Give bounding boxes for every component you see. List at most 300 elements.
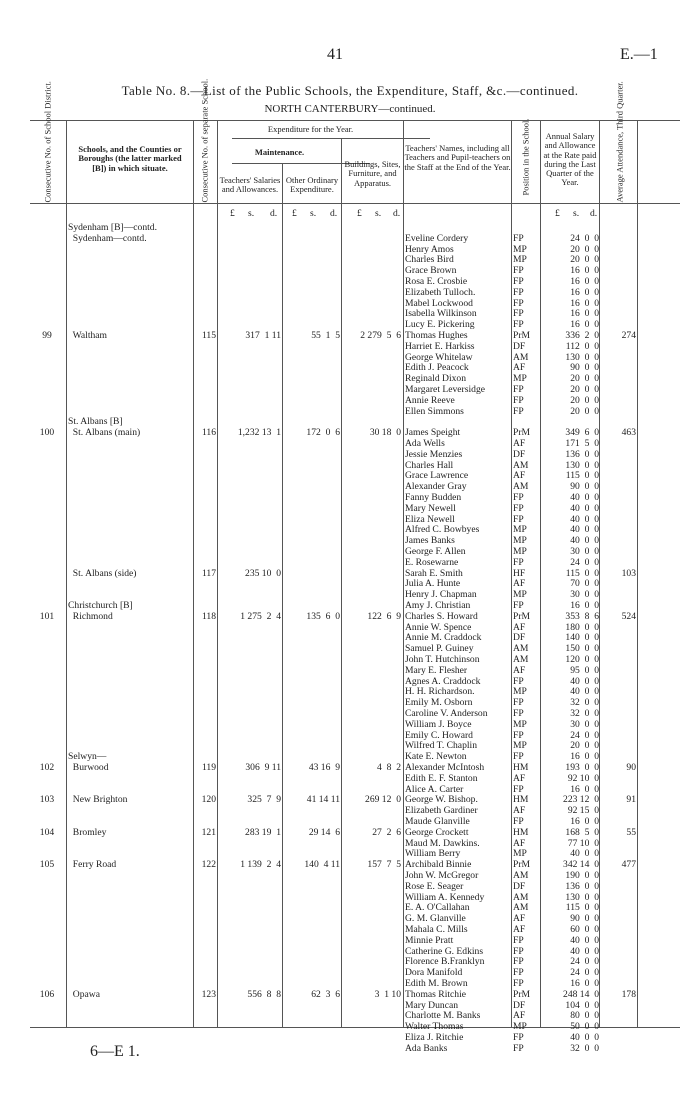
teachers-salaries-amount: 283 19 1 [245,826,281,838]
teacher-name: Eveline Cordery [405,232,469,244]
annual-salary: 16 0 0 [570,265,599,277]
school-number: 117 [201,567,216,579]
school-number: 118 [201,610,216,622]
annual-salary: 140 0 0 [565,632,599,644]
teacher-position: FP [513,319,524,331]
header-teachers-names: Teachers' Names, including all Teachers and Pupil-teachers on the Staff at the End of the Year. [404,143,511,172]
pound-label: £ [555,208,560,219]
table-row [30,612,680,623]
annual-salary: 40 0 0 [570,535,599,547]
teacher-name: Samuel P. Guiney [405,643,474,655]
table-row [30,342,680,353]
teacher-name: Kate E. Newton [405,751,467,763]
teacher-name: Alfred C. Bowbyes [405,524,480,536]
teacher-name: Elizabeth Tulloch. [405,286,476,298]
school-number: 122 [201,859,216,871]
district-number: 104 [39,826,55,838]
teacher-name: Agnes A. Craddock [405,675,481,687]
teacher-position: MP [513,718,527,730]
annual-salary: 342 14 0 [563,859,599,871]
teachers-salaries-amount: 235 10 0 [245,567,281,579]
shilling-label: s. [375,208,382,219]
buildings-amount: 157 7 5 [367,859,401,871]
annual-salary: 20 0 0 [570,740,599,752]
school-name: St. Albans [B] [68,416,123,428]
teacher-name: William J. Boyce [405,718,472,730]
teachers-salaries-amount: 325 7 9 [247,794,281,806]
annual-salary: 16 0 0 [570,751,599,763]
teacher-position: AF [513,578,526,590]
teacher-position: FP [513,1042,524,1054]
teacher-position: AM [513,870,529,881]
header-buildings: Buildings, Sites, Furniture, and Apparatus. [344,159,401,188]
pound-label: £ [292,208,297,219]
school-number: 119 [201,762,216,773]
table-row [30,450,680,461]
annual-salary: 248 14 0 [563,988,599,1000]
table-row [30,234,680,245]
annual-salary: 112 0 0 [565,340,599,352]
buildings-amount: 30 18 0 [369,427,401,439]
annual-salary: 349 6 0 [565,427,599,439]
teacher-position: FP [513,297,524,309]
school-number: 121 [201,826,216,838]
teacher-name: Mabel Lockwood [405,297,473,309]
teacher-name: Thomas Ritchie [405,988,467,1000]
teacher-name: Mary E. Flesher [405,664,468,676]
teacher-name: Grace Lawrence [405,470,469,482]
annual-salary: 20 0 0 [570,394,599,406]
teacher-name: Rosa E. Crosbie [405,276,468,287]
table-row [30,288,680,299]
teacher-name: Minnie Pratt [405,934,454,946]
teacher-name: Ada Wells [405,438,445,449]
annual-salary: 92 10 0 [567,772,599,784]
annual-salary: 16 0 0 [570,600,599,611]
header-position: Position in the School. [520,118,531,196]
average-attendance: 55 [626,826,636,838]
teacher-position: AF [513,621,526,633]
annual-salary: 40 0 0 [570,675,599,687]
annual-salary: 104 0 0 [565,999,599,1011]
teacher-name: William A. Kennedy [405,891,485,903]
annual-salary: 190 0 0 [565,870,599,881]
annual-salary: 24 0 0 [570,232,599,244]
teacher-position: FP [513,600,524,611]
annual-salary: 20 0 0 [570,243,599,255]
annual-salary: 336 2 0 [565,330,599,341]
header-maintenance: Maintenance. [254,147,305,157]
teacher-name: Isabella Wilkinson [405,308,477,320]
teacher-name: Edith E. F. Stanton [405,772,478,784]
table-row [30,774,680,785]
teacher-position: MP [513,589,527,601]
teacher-position: FP [513,286,524,298]
annual-salary: 115 0 0 [565,470,599,482]
annual-salary: 150 0 0 [565,643,599,655]
table-row [30,407,680,418]
buildings-amount: 27 2 6 [372,826,401,838]
school-name: Waltham [68,330,108,341]
annual-salary: 20 0 0 [570,254,599,266]
annual-salary: 60 0 0 [570,924,599,935]
school-number: 116 [201,427,216,439]
pound-label: £ [357,208,362,219]
other-expenditure-amount: 62 3 6 [311,988,340,1000]
annual-salary: 40 0 0 [570,945,599,957]
teacher-position: FP [513,265,524,277]
teacher-name: Ellen Simmons [405,405,464,417]
annual-salary: 20 0 0 [570,373,599,385]
other-expenditure-amount: 55 1 5 [311,330,340,341]
annual-salary: 80 0 0 [570,1010,599,1022]
teacher-name: Ada Banks [405,1042,448,1054]
annual-salary: 50 0 0 [570,1021,599,1033]
teacher-position: FP [513,513,524,525]
district-number: 103 [39,794,55,806]
teacher-position: FP [513,502,524,514]
annual-salary: 16 0 0 [570,286,599,298]
teacher-name: George Whitelaw [405,351,473,363]
table-row [30,396,680,407]
school-name: Selwyn— [68,751,107,763]
annual-salary: 115 0 0 [565,567,599,579]
annual-salary: 16 0 0 [570,319,599,331]
teacher-name: Caroline V. Anderson [405,708,488,719]
teacher-name: Elizabeth Gardiner [405,805,478,817]
table-row [30,558,680,569]
annual-salary: 40 0 0 [570,492,599,503]
teacher-name: Florence B.Franklyn [405,956,485,968]
teacher-position: HF [513,567,526,579]
annual-salary: 120 0 0 [565,654,599,665]
teacher-position: FP [513,945,524,957]
annual-salary: 223 12 0 [563,794,599,806]
teachers-salaries-amount: 1 275 2 4 [240,610,281,622]
teacher-name: Walter Thomas [405,1021,464,1033]
teacher-name: Catherine G. Edkins [405,945,484,957]
header-consec-district: Consecutive No. of School District. [42,81,53,203]
school-name: New Brighton [68,794,128,806]
header-schools: Schools, and the Counties or Boroughs (the latter marked [B]) in which situate. [78,144,182,173]
district-number: 102 [39,762,55,773]
annual-salary: 353 8 6 [565,610,599,622]
teacher-name: William Berry [405,848,461,860]
annual-salary: 90 0 0 [570,913,599,925]
district-number: 105 [39,859,55,871]
buildings-amount: 269 12 0 [365,794,401,806]
teacher-name: Eliza J. Ritchie [405,1032,464,1043]
header-consec-school: Consecutive No. of separate School. [199,78,210,203]
teachers-salaries-amount: 1 139 2 4 [240,859,281,871]
buildings-amount: 122 6 9 [367,610,401,622]
annual-salary: 24 0 0 [570,556,599,568]
annual-salary: 136 0 0 [565,880,599,892]
header-avg-attendance: Average Attendance, Third Quarter. [614,81,625,203]
annual-salary: 40 0 0 [570,524,599,536]
teacher-name: James Speight [405,427,461,439]
teacher-name: Mahala C. Mills [405,924,468,935]
table-row [30,666,680,677]
annual-salary: 130 0 0 [565,351,599,363]
teacher-name: E. Rosewarne [405,556,459,568]
annual-salary: 40 0 0 [570,502,599,514]
annual-salary: 32 0 0 [570,1042,599,1054]
header-expenditure: Expenditure for the Year. [267,124,354,134]
teacher-position: MP [513,254,527,266]
other-expenditure-amount: 135 6 0 [306,610,340,622]
teacher-position: DF [513,632,526,644]
teacher-name: Annie Reeve [405,394,455,406]
teacher-name: Charles Bird [405,254,454,266]
teacher-position: MP [513,535,527,547]
teacher-position: FP [513,492,524,503]
teacher-position: MP [513,546,527,557]
teacher-position: FP [513,394,524,406]
teacher-name: Mary Duncan [405,999,459,1011]
teacher-name: Alexander Gray [405,481,467,493]
school-name: Bromley [68,826,107,838]
table-row [30,720,680,731]
annual-salary: 90 0 0 [570,362,599,374]
school-name: Sydenham—contd. [68,232,147,244]
annual-salary: 16 0 0 [570,816,599,827]
teacher-position: AF [513,438,526,449]
teacher-name: Margaret Leversidge [405,384,486,395]
district-number: 99 [42,330,52,341]
annual-salary: 77 10 0 [567,837,599,849]
teacher-position: PrM [513,988,531,1000]
teacher-position: AM [513,891,529,903]
header-annual-salary: Annual Salary and Allowance at the Rate paid during the Last Quarter of the Year. [543,131,597,188]
pound-label: £ [230,208,235,219]
teacher-name: John T. Hutchinson [405,654,480,665]
teacher-name: Annie W. Spence [405,621,472,633]
annual-salary: 16 0 0 [570,297,599,309]
school-name: St. Albans (main) [68,427,141,439]
table-title: Table No. 8.—List of the Public Schools, the Expenditure, Staff, &c.—continued. [121,83,579,98]
teacher-name: Charles S. Howard [405,610,478,622]
annual-salary: 92 15 0 [567,805,599,817]
header-teachers-salaries: Teachers' Salaries and Allowances. [219,175,281,195]
pence-label: d. [590,208,598,219]
teacher-position: FP [513,405,524,417]
teacher-position: HM [513,762,529,773]
document-code: E.—1 [620,46,658,63]
teacher-name: Maud M. Dawkins. [405,837,480,849]
page-footer: 6—E 1. [90,1043,140,1060]
school-name: Sydenham [B]—contd. [68,222,157,233]
annual-salary: 168 5 0 [565,826,599,838]
annual-salary: 136 0 0 [565,448,599,460]
teacher-position: FP [513,956,524,968]
teacher-name: Julia A. Hunte [405,578,461,590]
annual-salary: 130 0 0 [565,891,599,903]
teacher-position: FP [513,729,524,741]
teacher-name: Eliza Newell [405,513,455,525]
teacher-position: FP [513,1032,524,1043]
annual-salary: 90 0 0 [570,481,599,493]
teacher-name: Charles Hall [405,459,454,471]
expenditure-rule [232,138,430,139]
teacher-name: Edith M. Brown [405,978,468,989]
teacher-position: FP [513,708,524,719]
teacher-name: Archibald Binnie [405,859,472,871]
other-expenditure-amount: 41 14 11 [306,794,340,806]
average-attendance: 178 [621,988,636,1000]
teacher-position: FP [513,967,524,979]
buildings-amount: 4 8 2 [377,762,401,773]
annual-salary: 24 0 0 [570,967,599,979]
pence-label: d. [393,208,401,219]
teacher-position: AF [513,837,526,849]
school-name: Burwood [68,762,109,773]
teacher-position: AM [513,654,529,665]
table-subtitle: NORTH CANTERBURY—continued. [264,103,436,115]
teacher-name: Emily C. Howard [405,729,473,741]
teacher-name: Mary Newell [405,502,456,514]
teacher-position: PrM [513,330,531,341]
teacher-name: Dora Manifold [405,967,463,979]
district-number: 100 [39,427,55,439]
average-attendance: 91 [626,794,636,806]
teacher-position: DF [513,448,526,460]
teacher-name: Harriet E. Harkiss [405,340,475,352]
shilling-label: s. [573,208,580,219]
annual-salary: 40 0 0 [570,848,599,860]
teacher-position: PrM [513,859,531,871]
annual-salary: 30 0 0 [570,546,599,557]
teacher-name: Edith J. Peacock [405,362,469,374]
other-expenditure-amount: 29 14 6 [308,826,340,838]
other-expenditure-amount: 140 4 11 [304,859,340,871]
average-attendance: 103 [621,567,636,579]
annual-salary: 171 5 0 [565,438,599,449]
pence-label: d. [330,208,338,219]
teacher-name: Alexander McIntosh [405,762,485,773]
school-name: Ferry Road [68,859,117,871]
teacher-position: FP [513,783,524,795]
currency-units-row [30,208,680,219]
annual-salary: 32 0 0 [570,708,599,719]
table-top-rule [30,120,680,121]
table-row [30,990,680,1001]
teacher-position: AF [513,924,526,935]
school-name: Richmond [68,610,113,622]
teacher-position: FP [513,978,524,989]
average-attendance: 524 [621,610,636,622]
pence-label: d. [270,208,278,219]
school-name: Opawa [68,988,100,1000]
average-attendance: 274 [621,330,636,341]
teacher-position: HM [513,794,529,806]
teacher-position: FP [513,276,524,287]
teachers-salaries-amount: 306 9 11 [245,762,281,773]
teacher-name: Henry Amos [405,243,454,255]
teacher-position: AF [513,664,526,676]
teacher-position: AM [513,643,529,655]
annual-salary: 130 0 0 [565,459,599,471]
annual-salary: 70 0 0 [570,578,599,590]
annual-salary: 20 0 0 [570,405,599,417]
annual-salary: 20 0 0 [570,384,599,395]
teacher-position: MP [513,1021,527,1033]
shilling-label: s. [310,208,317,219]
teachers-salaries-amount: 556 8 8 [247,988,281,1000]
shilling-label: s. [248,208,255,219]
annual-salary: 16 0 0 [570,978,599,989]
teacher-name: Alice A. Carter [405,783,464,795]
teacher-position: AF [513,362,526,374]
teacher-position: DF [513,999,526,1011]
district-number: 101 [39,610,55,622]
annual-salary: 16 0 0 [570,308,599,320]
teacher-position: AF [513,913,526,925]
teacher-name: Fanny Budden [405,492,462,503]
teacher-position: FP [513,816,524,827]
teacher-position: AF [513,772,526,784]
teacher-name: G. M. Glanville [405,913,466,925]
annual-salary: 30 0 0 [570,589,599,601]
teacher-position: DF [513,340,526,352]
teacher-name: James Banks [405,535,455,547]
annual-salary: 24 0 0 [570,956,599,968]
teacher-position: FP [513,697,524,709]
teacher-name: Grace Brown [405,265,457,277]
table-row [30,828,680,839]
teacher-name: Henry J. Chapman [405,589,477,601]
teacher-position: AM [513,351,529,363]
teacher-name: George Crockett [405,826,469,838]
teacher-position: FP [513,556,524,568]
district-number: 106 [39,988,55,1000]
annual-salary: 180 0 0 [565,621,599,633]
teacher-position: MP [513,740,527,752]
teacher-position: PrM [513,427,531,439]
buildings-amount: 3 1 10 [374,988,401,1000]
teacher-position: MP [513,373,527,385]
teacher-position: FP [513,934,524,946]
teacher-name: H. H. Richardson. [405,686,475,698]
annual-salary: 16 0 0 [570,276,599,287]
teacher-name: George F. Allen [405,546,466,557]
teachers-salaries-amount: 317 1 11 [245,330,281,341]
teacher-name: Sarah E. Smith [405,567,463,579]
table-row [30,936,680,947]
teacher-position: MP [513,243,527,255]
annual-salary: 16 0 0 [570,783,599,795]
teacher-position: HM [513,826,529,838]
teacher-name: Jessie Menzies [405,448,463,460]
annual-salary: 24 0 0 [570,729,599,741]
teacher-position: AF [513,805,526,817]
annual-salary: 40 0 0 [570,686,599,698]
annual-salary: 193 0 0 [565,762,599,773]
other-expenditure-amount: 43 16 9 [308,762,340,773]
annual-salary: 95 0 0 [570,664,599,676]
teacher-position: FP [513,675,524,687]
teacher-position: FP [513,308,524,320]
teacher-name: Annie M. Craddock [405,632,482,644]
table-row [30,504,680,515]
teacher-name: Maude Glanville [405,816,470,827]
school-number: 120 [201,794,216,806]
teacher-position: FP [513,232,524,244]
table-row [30,882,680,893]
teacher-position: DF [513,880,526,892]
teacher-position: MP [513,848,527,860]
teacher-position: AF [513,470,526,482]
